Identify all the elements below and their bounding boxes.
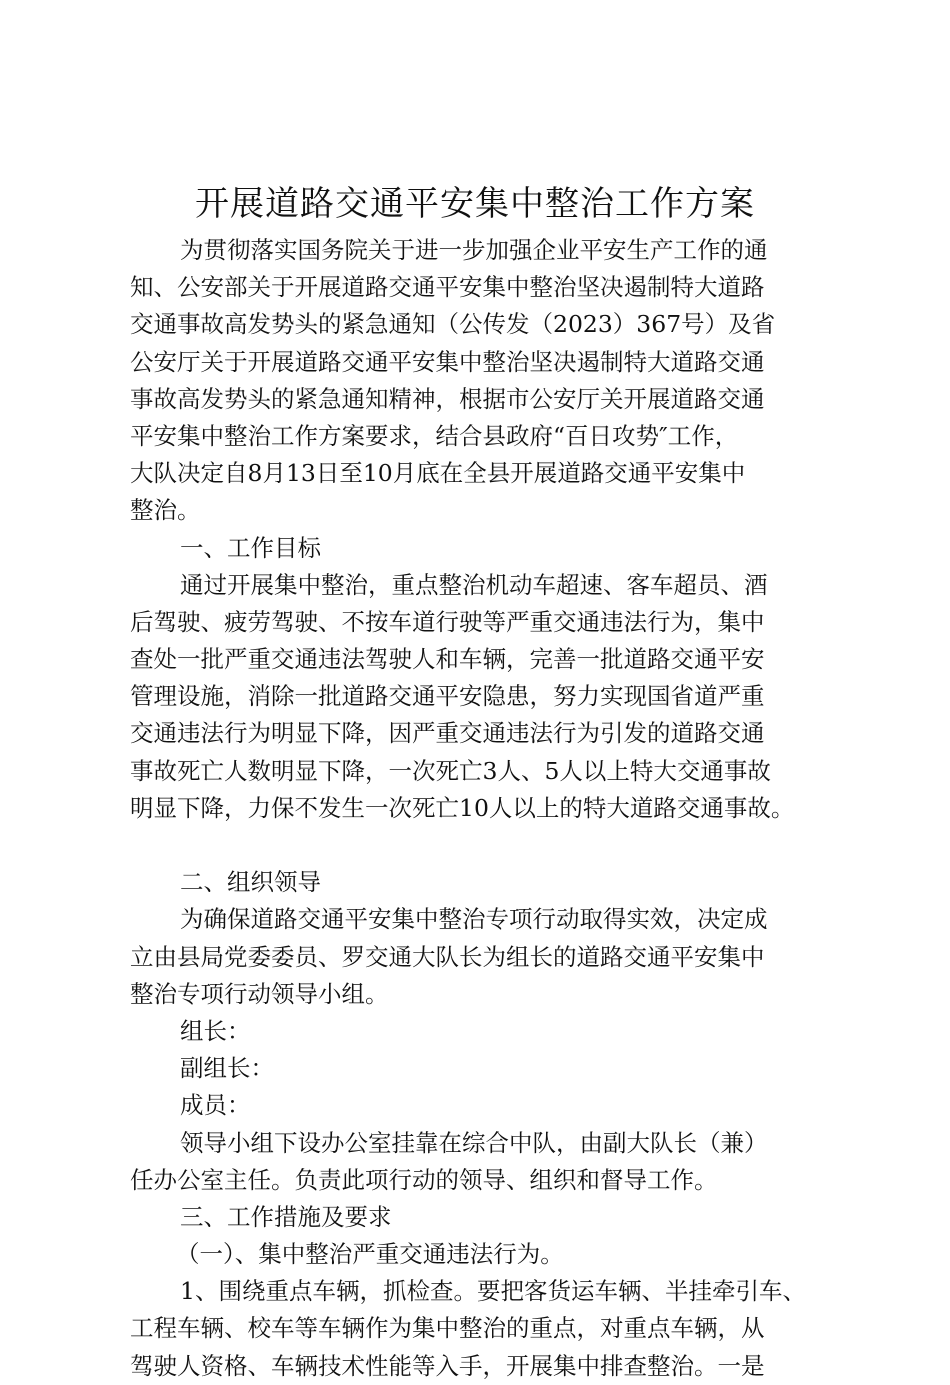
paragraph-line: 为确保道路交通平安集中整治专项行动取得实效，决定成 [180, 905, 768, 934]
paragraph-line: 交通事故高发势头的紧急通知（公传发（2023）367号）及省 [130, 310, 776, 339]
paragraph-line: 1、围绕重点车辆，抓检查。要把客货运车辆、半挂牵引车、 [180, 1277, 806, 1306]
paragraph-line: 整治专项行动领导小组。 [130, 979, 389, 1008]
section-heading: 一、工作目标 [180, 533, 321, 562]
paragraph-line: 大队决定自8月13日至10月底在全县开展道路交通平安集中 [130, 459, 746, 488]
paragraph-line: 事故死亡人数明显下降，一次死亡3人、5人以上特大交通事故 [130, 756, 771, 785]
paragraph-line: 事故高发势头的紧急通知精神，根据市公安厅关开展道路交通 [130, 384, 765, 413]
section-heading: 二、组织领导 [180, 868, 321, 897]
document-title: 开展道路交通平安集中整治工作方案 [195, 184, 755, 224]
leader-label: 组长： [180, 1016, 251, 1045]
paragraph-line: 公安厅关于开展道路交通平安集中整治坚决遏制特大道路交通 [130, 347, 765, 376]
paragraph-line: 知、公安部关于开展道路交通平安集中整治坚决遏制特大道路 [130, 273, 765, 302]
paragraph-line: 明显下降，力保不发生一次死亡10人以上的特大道路交通事故。 [130, 793, 795, 822]
paragraph-line: 立由县局党委委员、罗交通大队长为组长的道路交通平安集中 [130, 942, 765, 971]
paragraph-line: 交通违法行为明显下降，因严重交通违法行为引发的道路交通 [130, 719, 765, 748]
paragraph-line: 任办公室主任。负责此项行动的领导、组织和督导工作。 [130, 1165, 718, 1194]
document-body [130, 232, 830, 1385]
paragraph-line: 查处一批严重交通违法驾驶人和车辆，完善一批道路交通平安 [130, 645, 765, 674]
paragraph-line: 为贯彻落实国务院关于进一步加强企业平安生产工作的通 [180, 236, 768, 264]
subsection-heading: （一）、集中整治严重交通违法行为。 [176, 1240, 564, 1269]
paragraph-line: 后驾驶、疲劳驾驶、不按车道行驶等严重交通违法行为，集中 [130, 607, 765, 636]
members-label: 成员： [180, 1091, 251, 1120]
deputy-leader-label: 副组长： [180, 1054, 274, 1083]
paragraph-line: 通过开展集中整治，重点整治机动车超速、客车超员、酒 [180, 570, 768, 599]
paragraph-line: 平安集中整治工作方案要求，结合县政府“百日攻势″工作， [130, 421, 739, 450]
paragraph-line: 管理设施，消除一批道路交通平安隐患，努力实现国省道严重 [130, 682, 765, 711]
section-heading: 三、工作措施及要求 [180, 1202, 392, 1231]
paragraph-line: 驾驶人资格、车辆技术性能等入手，开展集中排查整治。一是 [130, 1351, 765, 1380]
paragraph-line: 工程车辆、校车等车辆作为集中整治的重点，对重点车辆，从 [130, 1314, 765, 1343]
paragraph-line: 领导小组下设办公室挂靠在综合中队，由副大队长（兼） [180, 1128, 768, 1157]
paragraph-line: 整治。 [130, 496, 201, 525]
blank-line [130, 827, 830, 864]
